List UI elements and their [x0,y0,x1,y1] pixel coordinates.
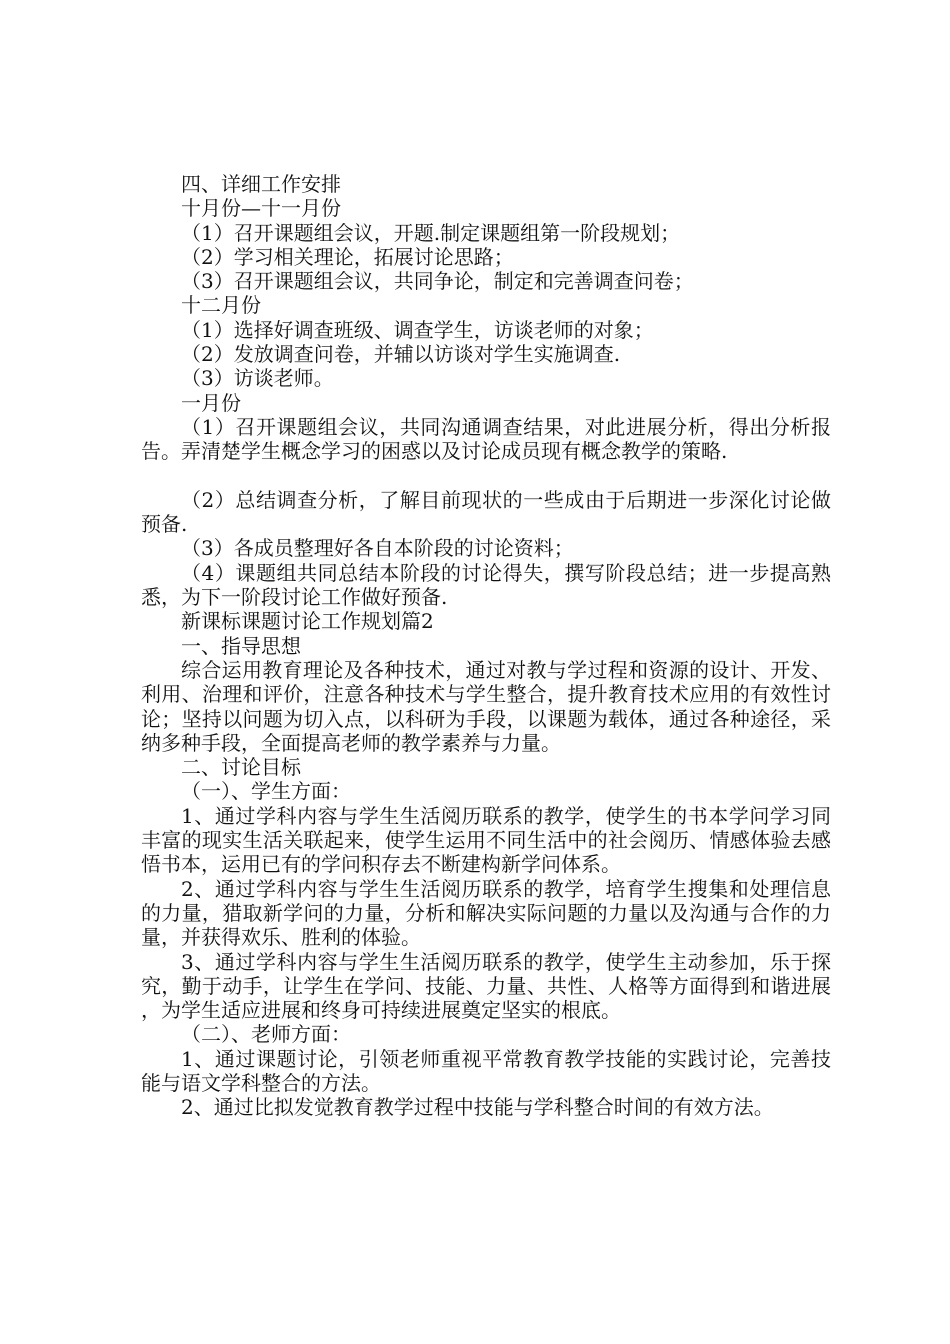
section-heading: 四、详细工作安排 [181,172,341,196]
period-heading: 十二月份 [181,293,261,318]
list-item: （1）召开课题组会议，共同沟通调查结果，对此进展分析，得出分析报告。弄清楚学生概念学习的困惑以及讨论成员现有概念教学的策略. [141,414,831,464]
period-heading: 十月份—十一月份 [181,196,341,221]
section-heading: 一、指导思想 [181,633,301,658]
body-paragraph: 1、通过课题讨论，引领老师重视平常教育教学技能的实践讨论，完善技能与语文学科整合的方法。 [141,1046,831,1095]
list-item: （2）总结调查分析，了解目前现状的一些成由于后期进一步深化讨论做预备. [141,487,831,537]
list-item: （3）召开课题组会议，共同争论，制定和完善调查问卷； [181,269,694,294]
blank-line [141,464,831,488]
list-item: （4）课题组共同总结本阶段的讨论得失，撰写阶段总结；进一步提高熟悉，为下一阶段讨论工作做好预备. [141,560,831,610]
list-item: （3）各成员整理好各自本阶段的讨论资料； [181,536,574,561]
subsection-heading: （二）、老师方面： [181,1022,351,1047]
body-paragraph: 2、通过比拟发觉教育教学过程中技能与学科整合时间的有效方法。 [181,1095,774,1120]
body-paragraph: 3、通过学科内容与学生生活阅历联系的教学，使学生主动参加，乐于探究，勤于动手，让学生在学问、技能、力量、共性、人格等方面得到和谐进展，为学生适应进展和终身可持续进展奠定坚实的根底。 [141,949,831,1023]
period-heading: 一月份 [181,390,241,415]
body-paragraph: 2、通过学科内容与学生生活阅历联系的教学，培育学生搜集和处理信息的力量，猎取新学问的力量，分析和解决实际问题的力量以及沟通与合作的力量，并获得欢乐、胜利的体验。 [141,876,831,950]
subsection-heading: （一）、学生方面： [181,779,351,804]
document-body [141,172,831,1120]
list-item: （2）学习相关理论，拓展讨论思路； [181,244,514,269]
list-item: （1）选择好调查班级、调查学生，访谈老师的对象； [181,317,654,342]
section-heading: 二、讨论目标 [181,755,301,780]
body-paragraph: 综合运用教育理论及各种技术，通过对教与学过程和资源的设计、开发、利用、治理和评价，注意各种技术与学生整合，提升教育技术应用的有效性讨论；坚持以问题为切入点，以科研为手段，以课题为载体，通过各种途径，采纳多种手段，全面提高老师的教学素养与力量。 [141,657,831,755]
list-item: （2）发放调查问卷，并辅以访谈对学生实施调查. [181,342,621,367]
body-paragraph: 1、通过学科内容与学生生活阅历联系的教学，使学生的书本学问学习同丰富的现实生活关联起来，使学生运用不同生活中的社会阅历、情感体验去感悟书本，运用已有的学问积存去不断建构新学问体系。 [141,803,831,877]
list-item: （1）召开课题组会议，开题.制定课题组第一阶段规划； [181,220,681,245]
list-item: （3）访谈老师。 [181,366,334,391]
document-title: 新课标课题讨论工作规划篇2 [181,609,434,634]
